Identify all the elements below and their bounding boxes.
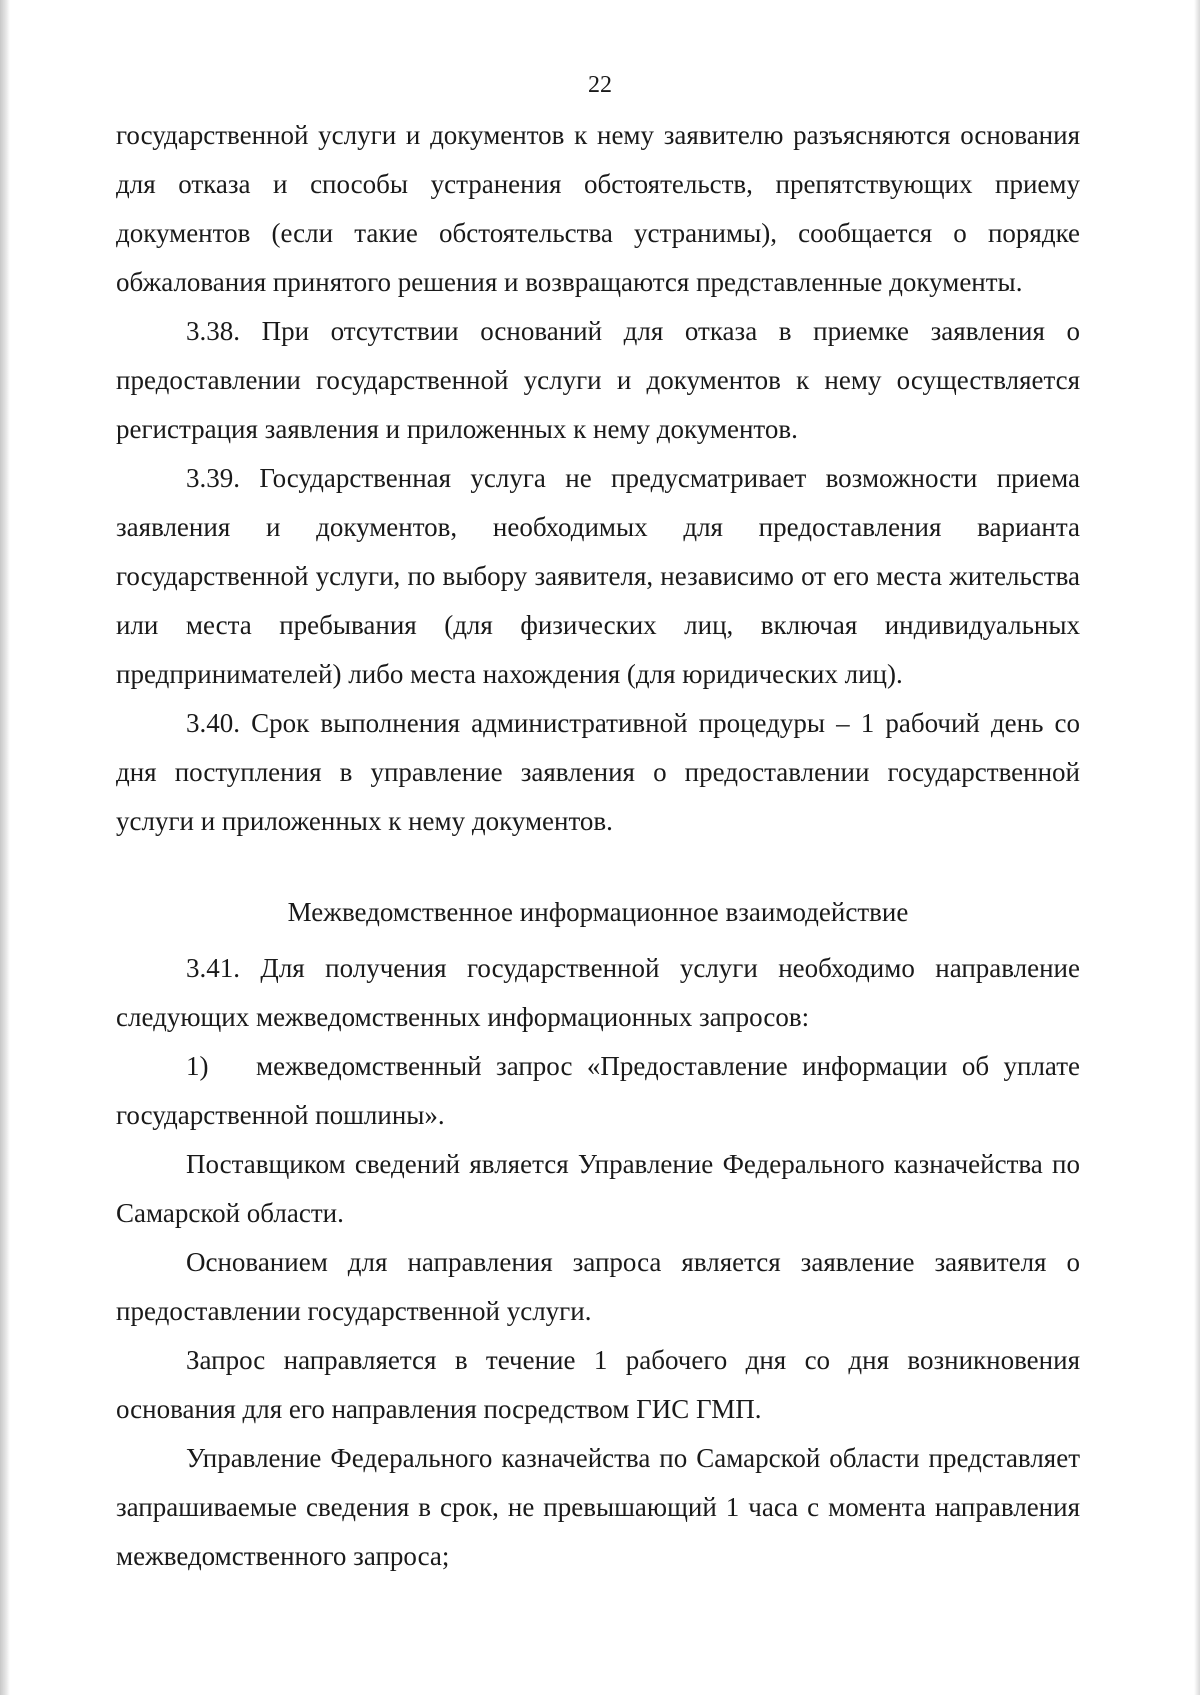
paragraph-3-38: 3.38. При отсутствии оснований для отказа в приемке заявления о предоставлении государственной услуги и документов к нему осуществляется регистрация заявления и приложенных к нему документов. xyxy=(116,316,1080,444)
paragraph-continued: государственной услуги и документов к нему заявителю разъясняются основания для отказа и способы устранения обстоятельств, препятствующих приему документов (если такие обстоятельства устранимы), сообщается о порядке обжалования принятого решения и возвращаются представленные документы. xyxy=(116,120,1080,297)
paragraph-3-40: 3.40. Срок выполнения административной процедуры – 1 рабочий день со дня поступления в управление заявления о предоставлении государственной услуги и приложенных к нему документов. xyxy=(116,708,1080,836)
paragraph-3-41: 3.41. Для получения государственной услуги необходимо направление следующих межведомственных информационных запросов: xyxy=(116,953,1080,1032)
paragraph-request-term: Запрос направляется в течение 1 рабочего дня со дня возникновения основания для его направления посредством ГИС ГМП. xyxy=(116,1345,1080,1424)
paragraph-basis: Основанием для направления запроса является заявление заявителя о предоставлении государственной услуги. xyxy=(116,1247,1080,1326)
list-item-text: межведомственный запрос «Предоставление информации об уплате государственной пошлины». xyxy=(116,1051,1080,1130)
paragraph-supplier: Поставщиком сведений является Управление Федерального казначейства по Самарской области. xyxy=(116,1149,1080,1228)
list-item-number: 1) xyxy=(186,1051,209,1081)
paragraph-3-39: 3.39. Государственная услуга не предусматривает возможности приема заявления и документов, необходимых для предоставления варианта государственной услуги, по выбору заявителя, независимо от его места жительства или места пребывания (для физических лиц, включая индивидуальных предпринимателей) либо места нахождения (для юридических лиц). xyxy=(116,463,1080,689)
document-body xyxy=(116,111,1080,1581)
page-number: 22 xyxy=(588,72,612,98)
paragraph-response-term: Управление Федерального казначейства по Самарской области представляет запрашиваемые сведения в срок, не превышающий 1 часа с момента направления межведомственного запроса; xyxy=(116,1443,1080,1571)
section-heading: Межведомственное информационное взаимодействие xyxy=(287,897,909,927)
page-right-edge xyxy=(1194,0,1200,1695)
page-left-edge xyxy=(0,0,10,1695)
list-item-1 xyxy=(116,1042,1080,1140)
